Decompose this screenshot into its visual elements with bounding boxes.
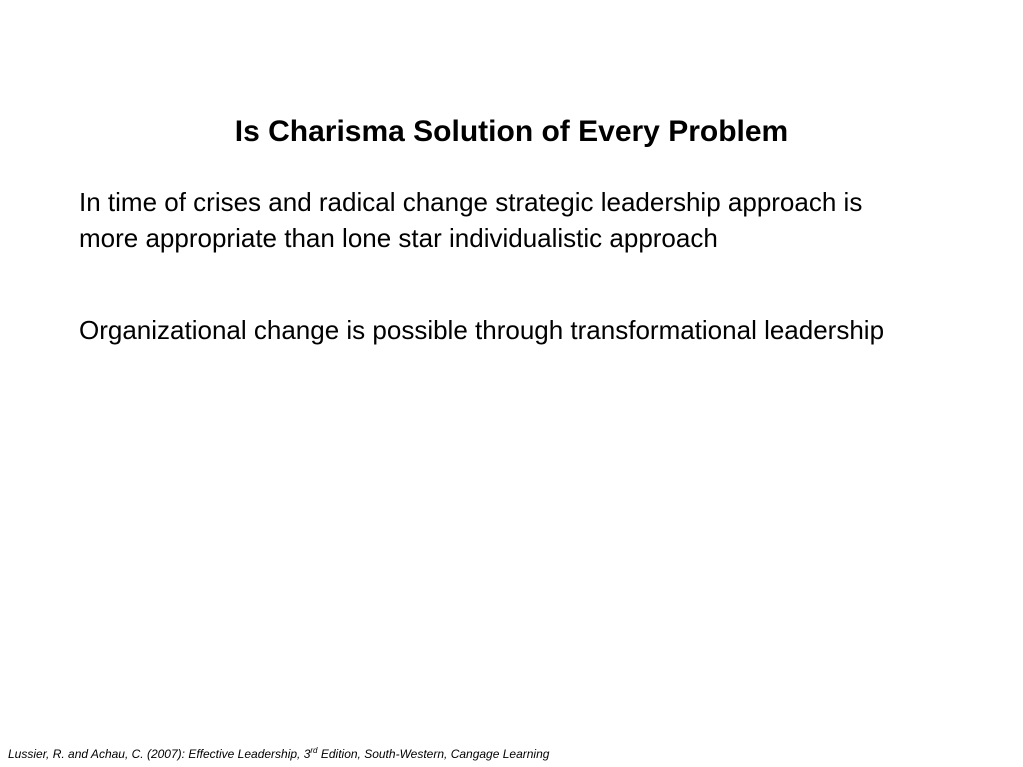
citation-footer [8,746,549,762]
body-paragraph-organizational-change: Organizational change is possible through transformational leadership [79,315,885,345]
body-paragraph-crises: In time of crises and radical change strategic leadership approach is more appropriate than lone star individualistic approach [79,187,863,253]
slide-title: Is Charisma Solution of Every Problem [234,115,789,148]
citation-superscript: rd [310,746,318,755]
citation-text-start: Lussier, R. and Achau, C. (2007): Effective Leadership, 3 [8,747,311,761]
citation-text-end: Edition, South-Western, Cangage Learning [317,747,550,761]
slide-body [79,184,909,348]
